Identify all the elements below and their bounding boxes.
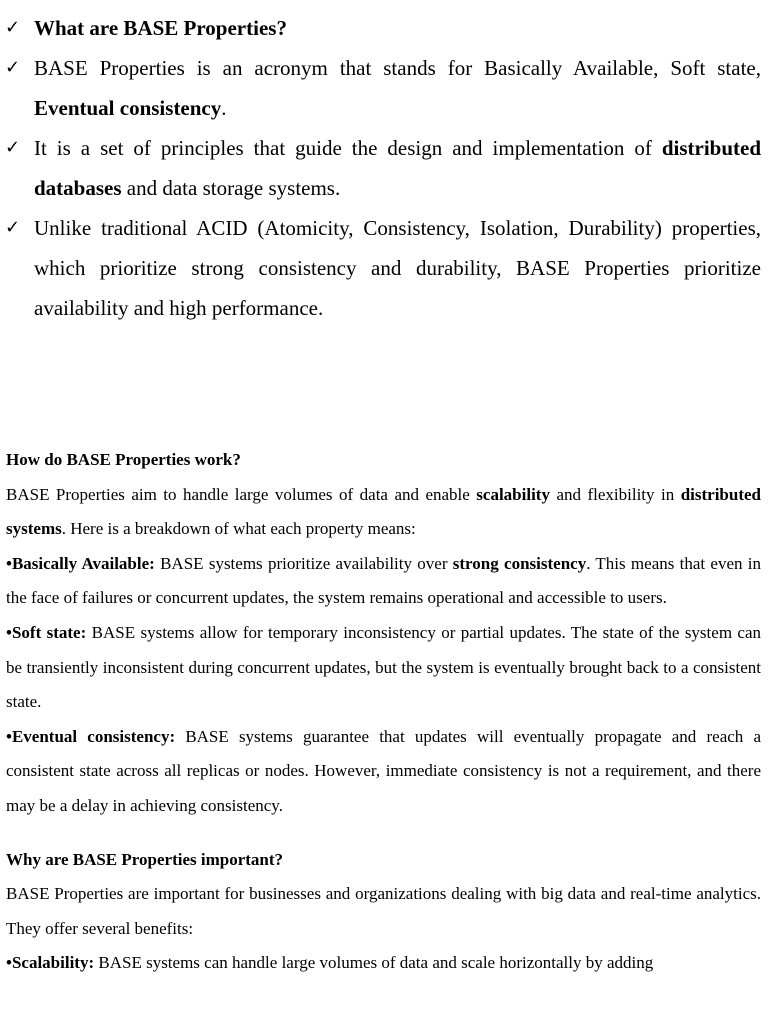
checkmark-icon: ✓ (5, 137, 21, 158)
item-text: Unlike traditional ACID (Atomicity, Consistency, Isolation, Durability) properties, which prioritize strong consistency and durability, BASE Properties prioritize availability and high performance. (34, 216, 761, 320)
question-heading: What are BASE Properties? (34, 16, 287, 40)
property-label: •Basically Available: (6, 553, 155, 573)
list-item (0, 128, 768, 208)
paragraph (6, 616, 761, 720)
paragraph-text: BASE systems prioritize availability over (154, 553, 453, 573)
list-item (0, 208, 768, 328)
paragraph (6, 547, 761, 616)
bold-term: scalability (476, 484, 550, 504)
property-label: •Soft state: (6, 622, 87, 642)
paragraph-text: . This means that even in the face of failures or concurrent updates, the system remains operational and accessible to users. (6, 553, 762, 608)
paragraph: BASE Properties are important for businesses and organizations dealing with big data and real-time analytics. They offer several benefits: (6, 884, 761, 938)
paragraph-text: and flexibility in (549, 484, 681, 504)
item-text: It is a set of principles that guide the design and implementation of (34, 136, 662, 160)
paragraph (6, 478, 761, 547)
item-bold: Eventual consistency (34, 96, 222, 120)
item-bold: distributed databases (34, 136, 761, 200)
property-label: •Scalability: (6, 953, 95, 973)
article-body (6, 443, 761, 981)
property-label: •Eventual consistency: (6, 726, 176, 746)
paragraph-text: . Here is a breakdown of what each property means: (61, 519, 416, 539)
spacer (6, 824, 761, 843)
paragraph-text: BASE systems can handle large volumes of data and scale horizontally by adding (94, 953, 654, 973)
paragraph-text: BASE systems guarantee that updates will eventually propagate and reach a consistent state across all replicas or nodes. However, immediate consistency is not a requirement, and there may be a delay in achieving consistency. (6, 726, 762, 815)
item-text: BASE Properties is an acronym that stands for Basically Available, Soft state, (34, 56, 761, 80)
paragraph-text: BASE systems allow for temporary inconsistency or partial updates. The state of the system can be transiently inconsistent during concurrent updates, but the system is eventually brought back to a consistent state. (6, 622, 762, 712)
list-item (0, 48, 768, 128)
list-item (0, 8, 768, 48)
checkmark-icon: ✓ (5, 17, 21, 38)
paragraph-text: BASE Properties aim to handle large volumes of data and enable (6, 484, 477, 504)
checkmark-icon: ✓ (5, 217, 21, 238)
paragraph (6, 720, 761, 824)
base-checklist (0, 8, 768, 328)
item-text: and data storage systems. (121, 176, 341, 200)
checkmark-icon: ✓ (5, 57, 21, 78)
bold-term: strong consistency (452, 553, 587, 573)
item-text: . (221, 96, 227, 120)
section-heading: How do BASE Properties work? (6, 450, 241, 469)
paragraph (6, 946, 761, 981)
section-heading: Why are BASE Properties important? (6, 849, 284, 869)
bold-term: distributed systems (6, 484, 761, 539)
